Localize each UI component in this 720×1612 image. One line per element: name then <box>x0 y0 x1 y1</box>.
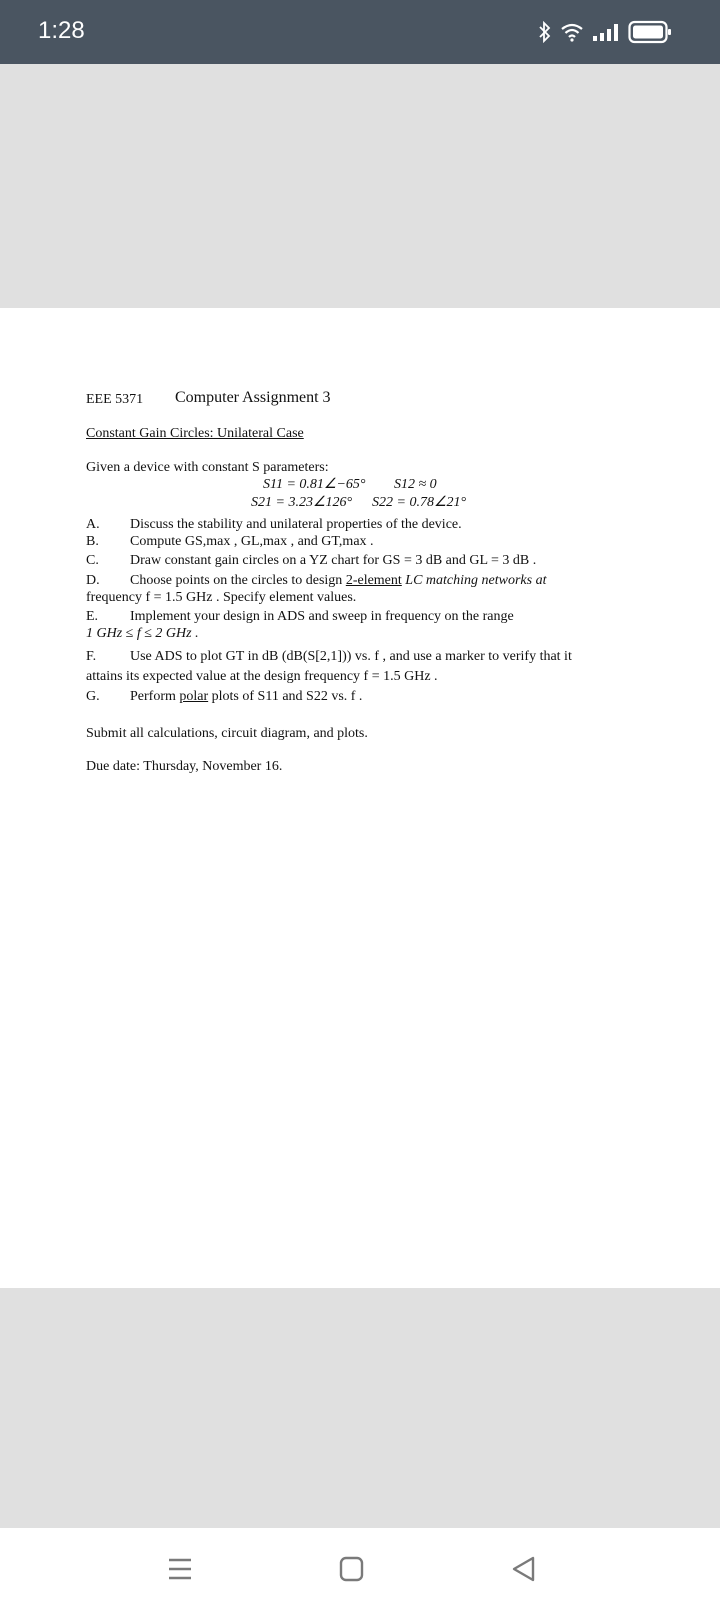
task-d-text-2: LC matching networks at <box>405 573 547 588</box>
task-a-label: A. <box>86 517 100 532</box>
task-b-label: B. <box>86 534 99 549</box>
task-e-range: 1 GHz ≤ f ≤ 2 GHz . <box>86 626 199 641</box>
param-s21: S21 = 3.23∠126° <box>251 495 353 510</box>
document-page[interactable] <box>0 308 720 1288</box>
task-f-label: F. <box>86 649 97 664</box>
task-a-text: Discuss the stability and unilateral properties of the device. <box>130 517 462 532</box>
param-s22: S22 = 0.78∠21° <box>372 495 467 510</box>
battery-icon <box>628 20 672 44</box>
task-d-line-1 <box>130 572 546 589</box>
back-icon[interactable] <box>510 1554 538 1584</box>
task-g-text-1: Perform <box>130 689 176 704</box>
bottom-margin <box>0 1288 720 1528</box>
status-icons <box>538 18 672 46</box>
wifi-icon <box>560 22 584 42</box>
task-d-text-1: Choose points on the circles to design <box>130 573 343 588</box>
task-f-text-1: Use ADS to plot GT in dB (dB(S[2,1])) vs. f , and use a marker to verify that it <box>130 649 572 664</box>
submit-text: Submit all calculations, circuit diagram, and plots. <box>86 726 368 741</box>
task-e-label: E. <box>86 609 99 624</box>
intro-text: Given a device with constant S parameters: <box>86 460 329 475</box>
subtitle: Constant Gain Circles: Unilateral Case <box>86 426 304 441</box>
top-margin <box>0 64 720 308</box>
signal-icon <box>592 22 620 42</box>
param-s12: S12 ≈ 0 <box>394 477 437 492</box>
task-d-text-3: frequency f = 1.5 GHz . Specify element values. <box>86 590 357 605</box>
task-c-text: Draw constant gain circles on a YZ chart for GS = 3 dB and GL = 3 dB . <box>130 553 537 568</box>
navigation-bar <box>0 1528 720 1612</box>
bluetooth-icon <box>538 21 552 43</box>
task-e-text: Implement your design in ADS and sweep in frequency on the range <box>130 609 514 624</box>
course-code: EEE 5371 <box>86 392 144 407</box>
status-bar <box>0 0 720 64</box>
task-c-label: C. <box>86 553 99 568</box>
task-d-label: D. <box>86 573 100 588</box>
home-icon[interactable] <box>338 1554 366 1584</box>
task-g-label: G. <box>86 689 100 704</box>
task-f-text-2: attains its expected value at the design frequency f = 1.5 GHz . <box>86 669 438 684</box>
param-s11: S11 = 0.81∠−65° <box>263 477 366 492</box>
due-date: Due date: Thursday, November 16. <box>86 759 283 774</box>
status-time: 1:28 <box>38 17 85 44</box>
task-b-text: Compute GS,max , GL,max , and GT,max . <box>130 534 374 549</box>
task-g-text-2: plots of S11 and S22 vs. f . <box>211 689 363 704</box>
task-g-underlined: polar <box>179 689 209 704</box>
task-d-underlined: 2-element <box>345 573 402 588</box>
menu-icon[interactable] <box>166 1554 194 1584</box>
assignment-title: Computer Assignment 3 <box>175 389 331 406</box>
task-g-line <box>130 688 362 705</box>
